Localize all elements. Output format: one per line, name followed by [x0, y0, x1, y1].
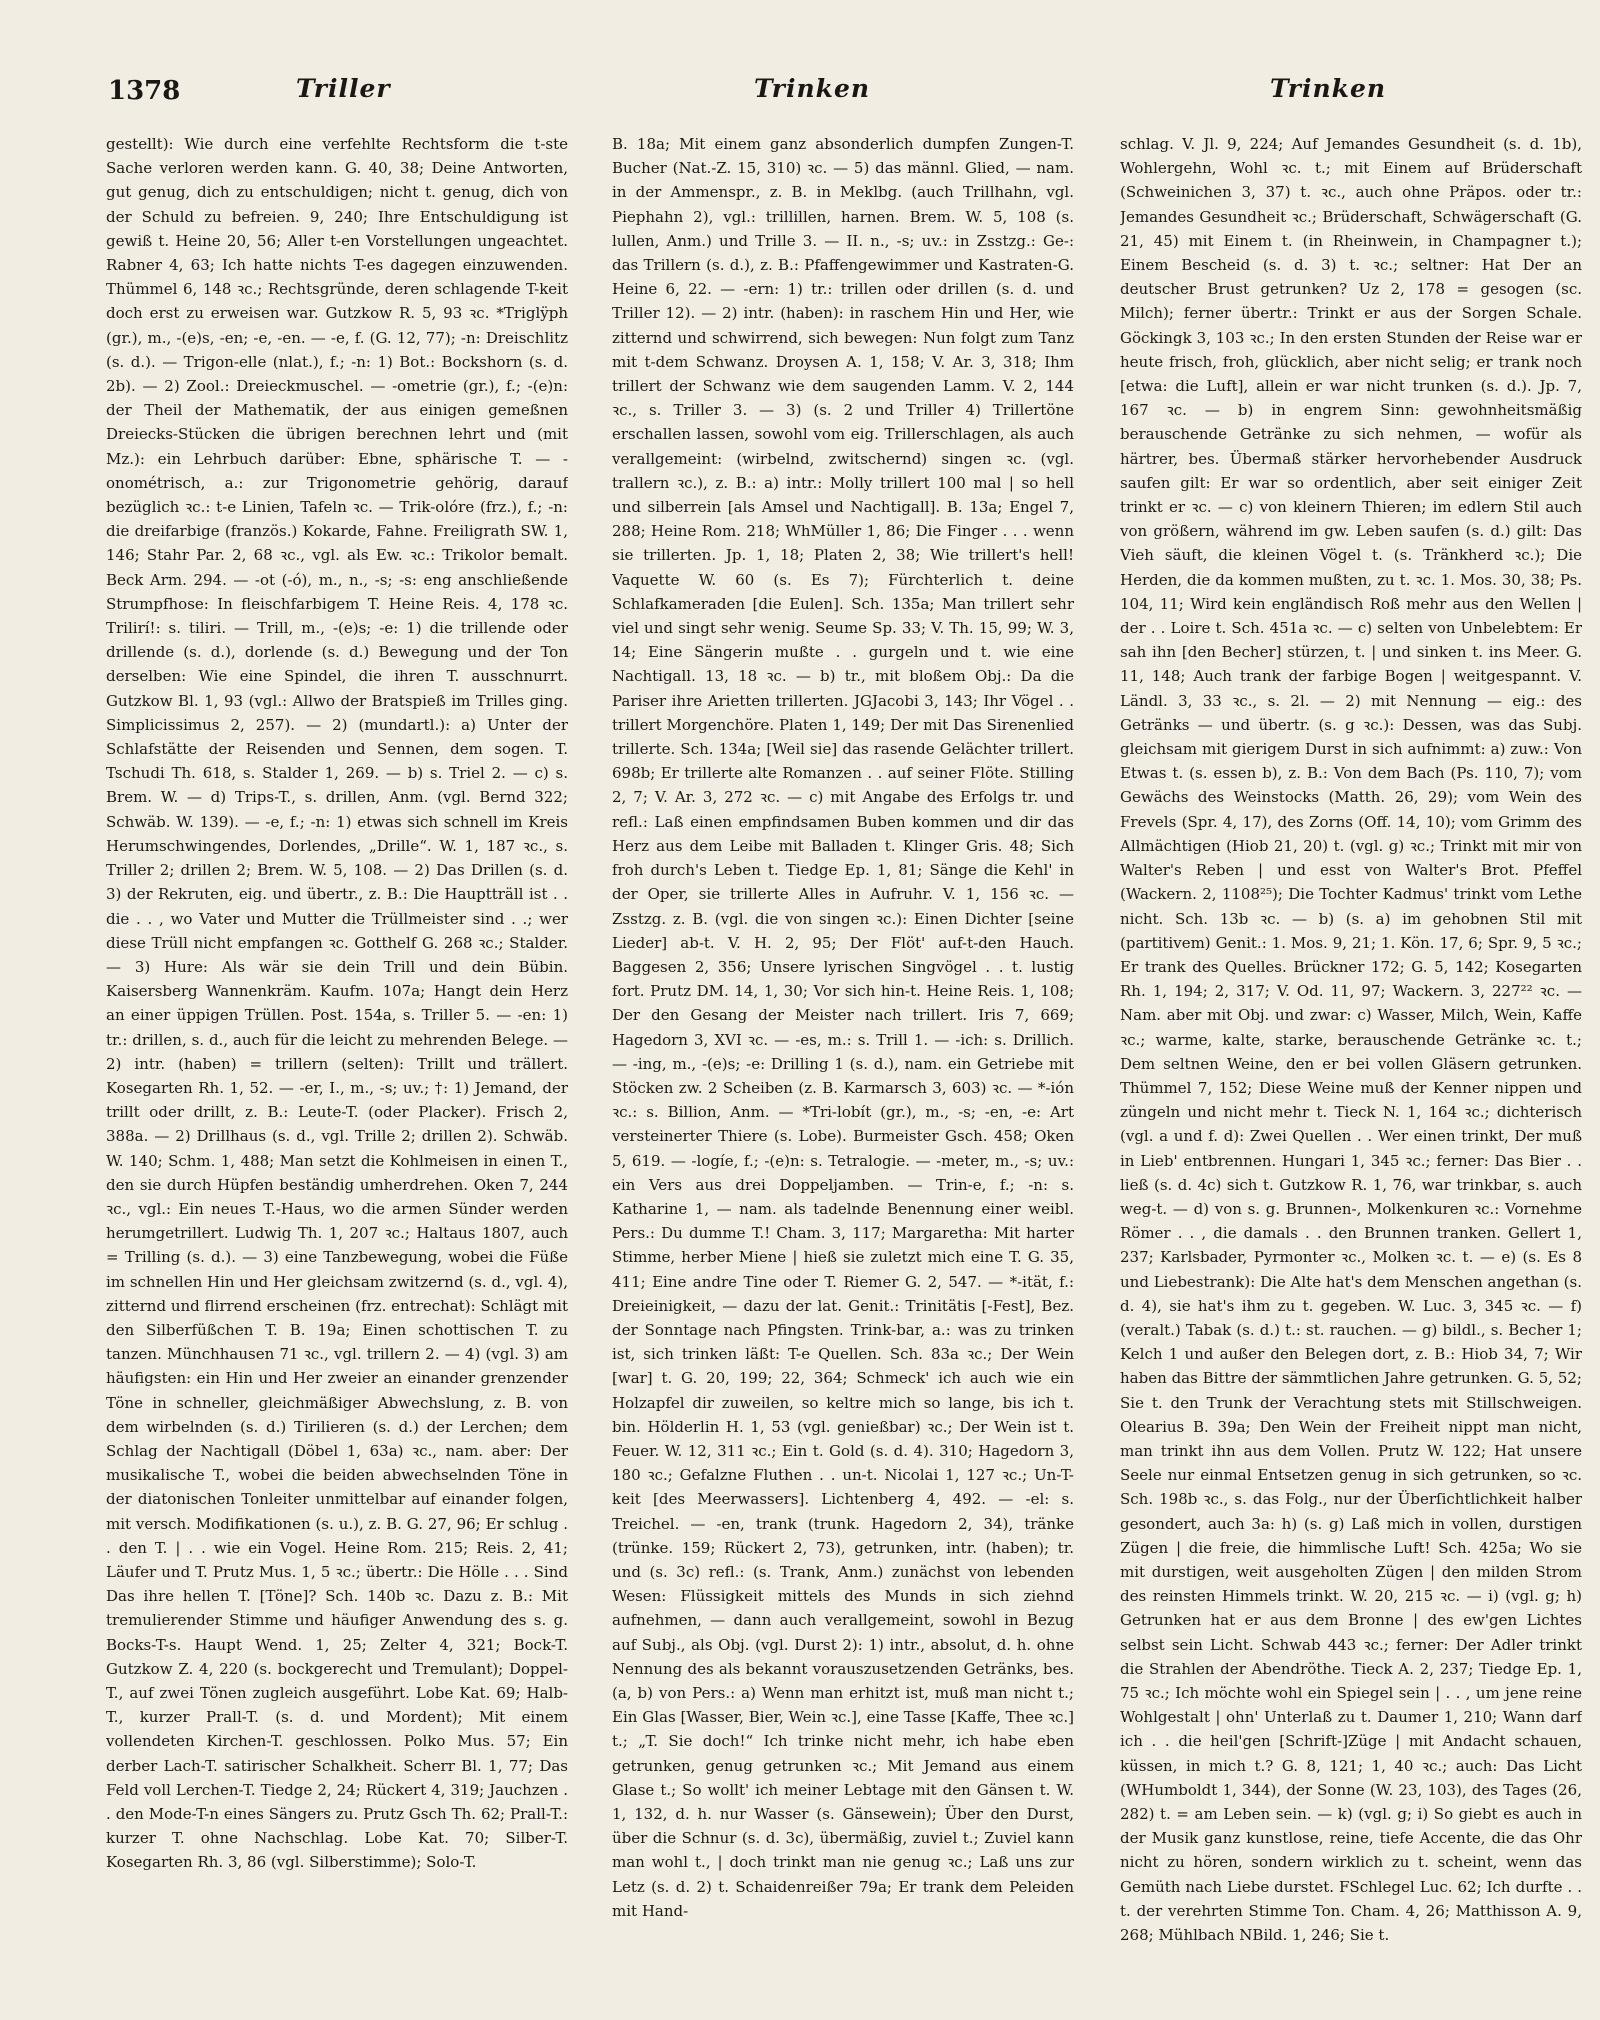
running-head-right: Trinken — [1270, 74, 1387, 103]
running-head-left: Triller — [296, 74, 391, 103]
column-text: schlag. V. Jl. 9, 224; Auf Jemandes Gesundheit (s. d. 1b), Wohlergehn, Wohl ꝛc. t.; mit Einem auf Brüderschaft (Schweinichen 3, 37) t. ꝛc., auch ohne Präpos. oder tr.: Jemandes Gesundheit ꝛc.; Brüderschaft, Schwägerschaft (G. 21, 45) mit Einem t. (in Rheinwein, in Champagner t.); Einem Bescheid (s. d. 3) t. ꝛc.; seltner: Hat Der an deutscher Brust getrunken? Uz 2, 178 = gesogen (sc. Milch); ferner übertr.: Trinkt er aus der Sorgen Schale. Göckingk 3, 103 ꝛc.; In den ersten Stunden der Reise war er heute frisch, froh, glücklich, aber nicht selig; er trank noch [etwa: die Luft], allein er war nicht trunken (s. d.). Jp. 7, 167 ꝛc. — b) in engrem Sinn: gewohnheitsmäßig berauschende Getränke zu sich nehmen, — wofür als härtrer, bes. Übermaß stärker hervorhebender Ausdruck saufen gilt: Er war so ordentlich, aber seit einiger Zeit trinkt er ꝛc. — c) von kleinern Thieren; im edlern Stil auch von größern, während im gw. Leben saufen (s. d.) gilt: Das Vieh säuft, die kleinen Vögel t. (s. Tränkherd ꝛc.); Die Herden, die da kommen mußten, zu t. ꝛc. 1. Mos. 30, 38; Ps. 104, 11; Wird kein engländisch Roß mehr aus den Wellen | der . . Loire t. Sch. 451a ꝛc. — c) selten von Unbelebtem: Er sah ihn [den Becher] stürzen, t. | und sinken t. ins Meer. G. 11, 148; Auch trank der farbige Bogen | weitgespannt. V. Ländl. 3, 33 ꝛc., s. 2l. — 2) mit Nennung — eig.: des Getränks — und übertr. (s. g ꝛc.): Dessen, was das Subj. gleichsam mit gierigem Durst in sich aufnimmt: a) zuw.: Von Etwas t. (s. essen b), z. B.: Von dem Bach (Ps. 110, 7); vom Gewächs des Weinstocks (Matth. 26, 29); vom Wein des Frevels (Spr. 4, 17), des Zorns (Off. 14, 10); vom Grimm des Allmächtigen (Hiob 21, 20) t. (vgl. g) ꝛc.; Trinkt mit mir von Walter's Reben | und esst von Walter's Brot. Pfeffel (Wackern. 2, 1108²⁵); Die Tochter Kadmus' trinkt vom Lethe nicht. Sch. 13b ꝛc. — b) (s. a) im gehobnen Stil mit (partitivem) Genit.: 1. Mos. 9, 21; 1. Kön. 17, 6; Spr. 9, 5 ꝛc.; Er trank des Quelles. Brückner 172; G. 5, 142; Kosegarten Rh. 1, 194; 2, 317; V. Od. 11, 97; Wackern. 3, 227²² ꝛc. — Nam. aber mit Obj. und zwar: c) Wasser, Milch, Wein, Kaffe ꝛc.; warme, kalte, starke, berauschende Getränke ꝛc. t.; Dem seltnen Weine, den er bei vollen Gläsern getrunken. Thümmel 7, 152; Diese Weine muß der Kenner nippen und züngeln und nicht mehr t. Tieck N. 1, 164 ꝛc.; dichterisch (vgl. a und f. d): Zwei Quellen . . Wer einen trinkt, Der muß in Lieb' entbrennen. Hungari 1, 345 ꝛc.; ferner: Das Bier . . ließ (s. d. 4c) sich t. Gutzkow R. 1, 76, war trinkbar, s. auch weg-t. — d) von s. g. Brunnen-, Molkenkuren ꝛc.: Vornehme Römer . . , die damals . . den Brunnen tranken. Gellert 1, 237; Karlsbader, Pyrmonter ꝛc., Molken ꝛc. t. — e) (s. Es 8 und Liebestrank): Die Alte hat's dem Menschen angethan (s. d. 4), sie hat's ihm zu t. gegeben. W. Luc. 3, 345 ꝛc. — f) (veralt.) Tabak (s. d.) t.: st. rauchen. — g) bildl., s. Becher 1; Kelch 1 und außer den Belegen dort, z. B.: Hiob 34, 7; Wir haben das Bittre der sämmtlichen Jahre getrunken. G. 5, 52; Sie t. den Trunk der Verachtung stets mit Stillschweigen. Olearius B. 39a; Den Wein der Freiheit nippt man nicht, man trinkt ihn aus dem Vollen. Prutz W. 122; Hat unsere Seele nur einmal Entsetzen genug in sich getrunken, so ꝛc. Sch. 198b ꝛc., s. das Folg., nur der Überſichtlichkeit halber gesondert, auch 3a: h) (s. g) Laß mich in vollen, durstigen Zügen | die freie, die himmlische Luft! Sch. 425a; Wo sie mit durstigen, weit ausgeholten Zügen | den milden Strom des reinsten Himmels trinkt. W. 20, 215 ꝛc. — i) (vgl. g; h) Getrunken hat er aus dem Bronne | des ew'gen Lichtes selbst sein Licht. Schwab 443 ꝛc.; ferner: Der Adler trinkt die Strahlen der Abendröthe. Tieck A. 2, 237; Tiedge Ep. 1, 75 ꝛc.; Ich möchte wohl ein Spiegel sein | . . , um jene reine Wohlgestalt | ohn' Unterlaß zu t. Daumer 1, 210; Wann darf ich . . die heil'gen [Schrift-]Züge | mit Andacht schauen, küssen, in mich t.? G. 8, 121; 1, 40 ꝛc.; auch: Das Licht (WHumboldt 1, 344), der Sonne (W. 23, 103), des Tages (26, 282) t. = am Leben sein. — k) (vgl. g; i) So giebt es auch in der Musik ganz kunstlose, reine, tiefe Accente, die das Ohr nicht zu hören, sondern wirklich zu t. scheint, wenn das Gemüth nach Liebe durstet. FSchlegel Luc. 62; Ich durfte . . t. der verehrten Stimme Ton. Cham. 4, 26; Matthisson A. 9, 268; Mühlbach NBild. 1, 246; Sie t. — [1120, 135, 1582, 1945]
text-column-right — [1120, 132, 1582, 2004]
text-column-middle — [612, 132, 1074, 2004]
column-text: B. 18a; Mit einem ganz absonderlich dumpfen Zungen-T. Bucher (Nat.-Z. 15, 310) ꝛc. — 5) das männl. Glied, — nam. in der Ammenspr., z. B. in Meklbg. (auch Trillhahn, vgl. Piephahn 2), vgl.: trillillen, harnen. Brem. W. 5, 108 (s. lullen, Anm.) und Trille 3. — II. n., -s; uv.: in Zsstzg.: Ge-: das Trillern (s. d.), z. B.: Pfaffengewimmer und Kastraten-G. Heine 6, 22. — -ern: 1) tr.: trillen oder drillen (s. d. und Triller 12). — 2) intr. (haben): in raschem Hin und Her, wie zitternd und schwirrend, sich bewegen: Nun folgt zum Tanz mit t-dem Schwanz. Droysen A. 1, 158; V. Ar. 3, 318; Ihm trillert der Schwanz wie dem saugenden Lamm. V. 2, 144 ꝛc., s. Triller 3. — 3) (s. 2 und Triller 4) Trillertöne erschallen lassen, sowohl vom eig. Trillerschlagen, als auch verallgemeint: (wirbelnd, zwitschernd) singen ꝛc. (vgl. trallern ꝛc.), z. B.: a) intr.: Molly trillert 100 mal | so hell und silberrein [als Amsel und Nachtigall]. B. 13a; Engel 7, 288; Heine Rom. 218; WhMüller 1, 86; Die Finger . . . wenn sie trillerten. Jp. 1, 18; Platen 2, 38; Wie trillert's hell! Vaquette W. 60 (s. Es 7); Fürchterlich t. deine Schlafkameraden [die Eulen]. Sch. 135a; Man trillert sehr viel und singt sehr wenig. Seume Sp. 33; V. Th. 15, 99; W. 3, 14; Eine Sängerin mußte . . gurgeln und t. wie eine Nachtigall. 13, 18 ꝛc. — b) tr., mit bloßem Obj.: Da die Pariser ihre Arietten trillerten. JGJacobi 3, 143; Ihr Vögel . . trillert Morgenchöre. Platen 1, 149; Der mit Das Sirenenlied trillerte. Sch. 134a; [Weil sie] das rasende Gelächter trillert. 698b; Er trillerte alte Romanzen . . auf seiner Flöte. Stilling 2, 7; V. Ar. 3, 272 ꝛc. — c) mit Angabe des Erfolgs tr. und refl.: Laß einen empfindsamen Buben kommen und dir das Herz aus dem Leibe mit Balladen t. Klinger Gris. 48; Sich froh durch's Leben t. Tiedge Ep. 1, 81; Sänge die Kehl' in der Oper, sie trillerte Alles in Aufruhr. V. 1, 156 ꝛc. — Zsstzg. z. B. (vgl. die von singen ꝛc.): Einen Dichter [seine Lieder] ab-t. V. H. 2, 95; Der Flöt' auf-t-den Hauch. Baggesen 2, 356; Unsere lyrischen Singvögel . . t. lustig fort. Prutz DM. 14, 1, 30; Vor sich hin-t. Heine Reis. 1, 108; Der den Gesang der Meister nach trillert. Iris 7, 669; Hagedorn 3, XVI ꝛc. — -es, m.: s. Trill 1. — -ich: s. Drillich. — -ing, m., -(e)s; -e: Drilling 1 (s. d.), nam. ein Getriebe mit Stöcken zw. 2 Scheiben (z. B. Karmarsch 3, 603) ꝛc. — *-ión ꝛc.: s. Billion, Anm. — *Tri-lobít (gr.), m., -s; -en, -e: Art versteinerter Thiere (s. Lobe). Burmeister Gsch. 458; Oken 5, 619. — -logíe, f.; -(e)n: s. Tetralogie. — -meter, m., -s; uv.: ein Vers aus drei Doppeljamben. — Trin-e, f.; -n: s. Katharine 1, — nam. als tadelnde Benennung einer weibl. Pers.: Du dumme T.! Cham. 3, 117; Margaretha: Mit harter Stimme, herber Miene | hieß sie zuletzt mich eine T. G. 35, 411; Eine andre Tine oder T. Riemer G. 2, 547. — *-ität, f.: Dreieinigkeit, — dazu der lat. Genit.: Trinitätis [-Fest], Bez. der Sonntage nach Pfingsten. Trink-bar, a.: was zu trinken ist, sich trinken läßt: T-e Quellen. Sch. 83a ꝛc.; Der Wein [war] t. G. 20, 199; 22, 364; Schmeck' ich auch wie ein Holzapfel dir zuweilen, so keltre mich so lange, bis ich t. bin. Hölderlin H. 1, 53 (vgl. genießbar) ꝛc.; Der Wein ist t. Feuer. W. 12, 311 ꝛc.; Ein t. Gold (s. d. 4). 310; Hagedorn 3, 180 ꝛc.; Gefalzne Fluthen . . un-t. Nicolai 1, 127 ꝛc.; Un-T-keit [des Meerwassers]. Lichtenberg 4, 492. — -el: s. Treichel. — -en, trank (trunk. Hagedorn 2, 34), tränke (trünke. 159; Rückert 2, 73), getrunken, intr. (haben); tr. und (s. 3c) refl.: (s. Trank, Anm.) zunächst von lebenden Wesen: Flüssigkeit mittels des Munds in sich ziehnd aufnehmen, — dann auch verallgemeint, sowohl in Bezug auf Subj., als Obj. (vgl. Durst 2): 1) intr., absolut, d. h. ohne Nennung des als bekannt vorauszusetzenden Getränks, bes. (a, b) von Pers.: a) Wenn man erhitzt ist, muß man nicht t.; Ein Glas [Wasser, Bier, Wein ꝛc.], eine Tasse [Kaffe, Thee ꝛc.] t.; „T. Sie doch!“ Ich trinke nicht mehr, ich habe eben getrunken, genug getrunken ꝛc.; Mit Jemand aus einem Glase t.; So wollt' ich meiner Lebtage mit den Gänsen t. W. 1, 132, d. h. nur Wasser (s. Gänsewein); Über den Durst, über die Schnur (s. d. 3c), übermäßig, zuviel t.; Zuviel kann man wohl t., | doch trinkt man nie genug ꝛc.; Laß uns zur Letz (s. d. 2) t. Schaidenreißer 79a; Er trank dem Peleiden mit Hand- — [612, 135, 1074, 1920]
page-header — [0, 0, 1600, 110]
running-head-center: Trinken — [754, 74, 871, 103]
column-text: gestellt): Wie durch eine verfehlte Rechtsform die t-ste Sache verloren werden kann. G. 40, 38; Deine Antworten, gut genug, dich zu entschuldigen; nicht t. genug, dich von der Schuld zu befreien. 9, 240; Ihre Entschuldigung ist gewiß t. Heine 20, 56; Aller t-en Vorstellungen ungeachtet. Rabner 4, 63; Ich hatte nichts T-es dagegen einzuwenden. Thümmel 6, 148 ꝛc.; Rechtsgründe, deren schlagende T-keit doch erst zu erweisen war. Gutzkow R. 5, 93 ꝛc. *Triglÿph (gr.), m., -(e)s, -en; -e, -en. — -e, f. (G. 12, 77); -n: Dreischlitz (s. d.). — Trigon-elle (nlat.), f.; -n: 1) Bot.: Bockshorn (s. d. 2b). — 2) Zool.: Dreieckmuschel. — -ometrie (gr.), f.; -(e)n: der Theil der Mathematik, der aus einigen gemeßnen Dreiecks-Stücken die übrigen berechnen lehrt und (mit Mz.): ein Lehrbuch darüber: Ebne, sphärische T. — -onométrisch, a.: zur Trigonometrie gehörig, darauf bezüglich ꝛc.: t-e Linien, Tafeln ꝛc. — Trik-olóre (frz.), f.; -n: die dreifarbige (französ.) Kokarde, Fahne. Freiligrath SW. 1, 146; Stahr Par. 2, 68 ꝛc., vgl. als Ew. ꝛc.: Trikolor bemalt. Beck Arm. 294. — -ot (-ó), m., n., -s; -s: eng anschließende Strumpfhose: In fleischfarbigem T. Heine Reis. 4, 178 ꝛc. Trilirí!: s. tiliri. — Trill, m., -(e)s; -e: 1) die trillende oder drillende (s. d.), dorlende (s. d.) Bewegung und der Ton derselben: Wie eine Spindel, die ihren T. ausschnurrt. Gutzkow Bl. 1, 93 (vgl.: Allwo der Bratspieß im Trilles ging. Simplicissimus 2, 257). — 2) (mundartl.): a) Unter der Schlafstätte der Reisenden und Sennen, dem sogen. T. Tschudi Th. 618, s. Stalder 1, 269. — b) s. Triel 2. — c) s. Brem. W. — d) Trips-T., s. drillen, Anm. (vgl. Bernd 322; Schwäb. W. 139). — -e, f.; -n: 1) etwas sich schnell im Kreis Herumschwingendes, Dorlendes, „Drille“. W. 1, 187 ꝛc., s. Triller 2; drillen 2; Brem. W. 5, 108. — 2) Das Drillen (s. d. 3) der Rekruten, eig. und übertr., z. B.: Die Hauptträll ist . . die . . , wo Vater und Mutter die Trüllmeister sind . .; wer diese Trüll nicht empfangen ꝛc. Gotthelf G. 268 ꝛc.; Stalder. — 3) Hure: Als wär sie dein Trill und dein Bübin. Kaisersberg Wannenkräm. Kaufm. 107a; Hangt dein Herz an einer üppigen Trüllen. Post. 154a, s. Triller 5. — -en: 1) tr.: drillen, s. d., auch für die leicht zu mehrenden Belege. — 2) intr. (haben) = trillern (selten): Trillt und trällert. Kosegarten Rh. 1, 52. — -er, I., m., -s; uv.; †: 1) Jemand, der trillt oder drillt, z. B.: Leute-T. (oder Placker). Frisch 2, 388a. — 2) Drillhaus (s. d., vgl. Trille 2; drillen 2). Schwäb. W. 140; Schm. 1, 488; Man setzt die Kohlmeisen in einen T., den sie durch Hüpfen beständig umherdrehen. Oken 7, 244 ꝛc., vgl.: Ein neues T.-Haus, wo die armen Sünder werden herumgetrillert. Ludwig Th. 1, 207 ꝛc.; Haltaus 1807, auch = Trilling (s. d.). — 3) eine Tanzbewegung, wobei die Füße im schnellen Hin und Her gleichsam zwitzernd (s. d., vgl. 4), zitternd und flirrend erscheinen (frz. entrechat): Schlägt mit den Silberfüßchen T. B. 19a; Einen schottischen T. zu tanzen. Münchhausen 71 ꝛc., vgl. trillern 2. — 4) (vgl. 3) am häufigsten: ein Hin und Her zweier an einander grenzender Töne in schneller, gleichmäßiger Abwechslung, z. B. von dem wirbelnden (s. d.) Tirilieren (s. d.) der Lerchen; dem Schlag der Nachtigall (Döbel 1, 63a) ꝛc., nam. aber: Der musikalische T., wobei die beiden abwechselnden Töne in der diatonischen Tonleiter unmittelbar auf einander folgen, mit versch. Modifikationen (s. u.), z. B. G. 27, 96; Er schlug . . den T. | . . wie ein Vogel. Heine Rom. 215; Reis. 2, 41; Läufer und T. Prutz Mus. 1, 5 ꝛc.; übertr.: Die Hölle . . . Sind Das ihre hellen T. [Töne]? Sch. 140b ꝛc. Dazu z. B.: Mit tremulierender Stimme und häufiger Anwendung des s. g. Bocks-T-s. Haupt Wend. 1, 25; Zelter 4, 321; Bock-T. Gutzkow Z. 4, 220 (s. bockgerecht und Tremulant); Doppel-T., auf zwei Tönen zugleich ausgeführt. Lobe Kat. 69; Halb-T., kurzer Prall-T. (s. d. und Mordent); Mit einem vollendeten Kirchen-T. geschlossen. Polko Mus. 57; Ein derber Lach-T. satirischer Schalkheit. Scherr Bl. 1, 77; Das Feld voll Lerchen-T. Tiedge 2, 24; Rückert 4, 319; Jauchzen . . den Mode-T-n eines Sängers zu. Prutz Gsch Th. 62; Prall-T.: kurzer T. ohne Nachschlag. Lobe Kat. 70; Silber-T. Kosegarten Rh. 3, 86 (vgl. Silberstimme); Solo-T. — [106, 135, 568, 1872]
text-column-left — [106, 132, 568, 2004]
page-number: 1378 — [108, 76, 181, 106]
